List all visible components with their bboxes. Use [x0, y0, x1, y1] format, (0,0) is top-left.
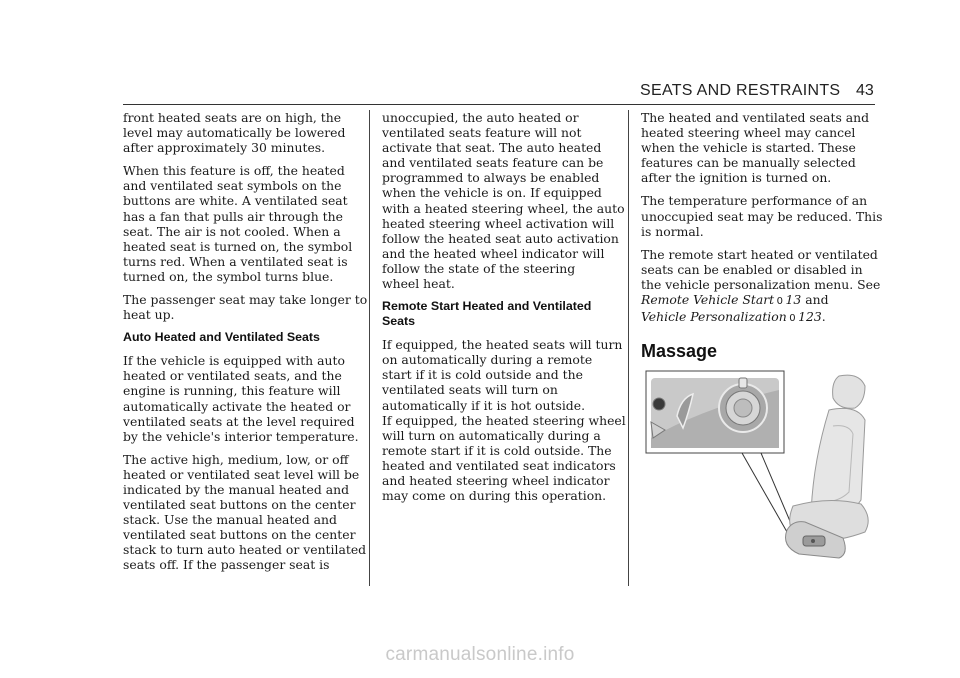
- text-column-3: [641, 110, 883, 370]
- page-ref-symbol: 0: [776, 296, 783, 308]
- paragraph: front heated seats are on high, the level may automatically be lowered after approximately 30 minutes.: [123, 110, 346, 156]
- page-ref-symbol: 0: [789, 313, 796, 325]
- cross-reference-remote-vehicle-start[interactable]: Remote Vehicle Start 0 13 and: [641, 292, 829, 308]
- section-title-massage: Massage: [641, 341, 718, 362]
- column-divider-1: [369, 110, 370, 586]
- paragraph: The heated and ventilated seats and heated steering wheel may cancel when the vehicle is started. These features can be manually selected after the ignition is turned on.: [641, 110, 870, 186]
- seat-control-buttons-icon: [651, 378, 779, 448]
- paragraph: If the vehicle is equipped with auto heated or ventilated seats, and the engine is running, this feature will automatically activate the heated or ventilated seats at the level required by the vehicle's interior temperature.: [123, 353, 359, 444]
- watermark: carmanualsonline.info: [385, 644, 575, 665]
- running-header-section: SEATS AND RESTRAINTS: [640, 82, 841, 99]
- paragraph: If equipped, the heated seats will turn on automatically during a remote start if it is cold outside and the ventilated seats will turn on automatically if it is hot outside. If equipped, the heated steering wheel will turn on automatically during a remote start if it is cold outside. The heated and ventilated seat indicators and heated steering wheel indicator may come on during this operation.: [382, 337, 626, 504]
- paragraph: The temperature performance of an unoccupied seat may be reduced. This is normal.: [641, 193, 883, 239]
- paragraph: The passenger seat may take longer to heat up.: [123, 292, 368, 323]
- text-column-2: [382, 110, 626, 511]
- cross-reference-vehicle-personalization[interactable]: Vehicle Personalization 0 123.: [641, 309, 826, 325]
- subheading-auto-heated: Auto Heated and Ventilated Seats: [123, 330, 320, 345]
- paragraph: When this feature is off, the heated and ventilated seat symbols on the buttons are white. A ventilated seat has a fan that pulls air through the seat. The air is not cooled. When a heated seat is turned on, the symbol turns red. When a ventilated seat is turned on, the symbol turns blue.: [123, 163, 353, 284]
- seat-icon: [786, 375, 869, 558]
- massage-controls-illustration: [643, 368, 875, 564]
- paragraph: The remote start heated or ventilated seats can be enabled or disabled in the vehicle personalization menu. See Remote Vehicle Start 0 13 and Vehicle Personalization 0 123.: [641, 247, 877, 326]
- text-column-1: [123, 110, 368, 581]
- page-number: 43: [856, 82, 874, 99]
- paragraph: The active high, medium, low, or off heated or ventilated seat level will be indicated by the manual heated and ventilated seat buttons on the center stack. Use the manual heated and ventilated seat buttons on the center stack to turn auto heated or ventilated seats off. If the passenger seat is: [123, 451, 367, 573]
- paragraph: unoccupied, the auto heated or ventilated seats feature will not activate that seat. The auto heated and ventilated seats feature can be programmed to always be enabled when the vehicle is on. If equipped with a heated steering wheel, the auto heated steering wheel activation will follow the heated seat auto activation and the heated wheel indicator will follow the state of the steering wheel heat.: [382, 110, 625, 292]
- column-divider-2: [628, 110, 629, 586]
- subheading-remote-start: Remote Start Heated and Ventilated Seats: [382, 299, 592, 329]
- header-rule: [123, 104, 875, 105]
